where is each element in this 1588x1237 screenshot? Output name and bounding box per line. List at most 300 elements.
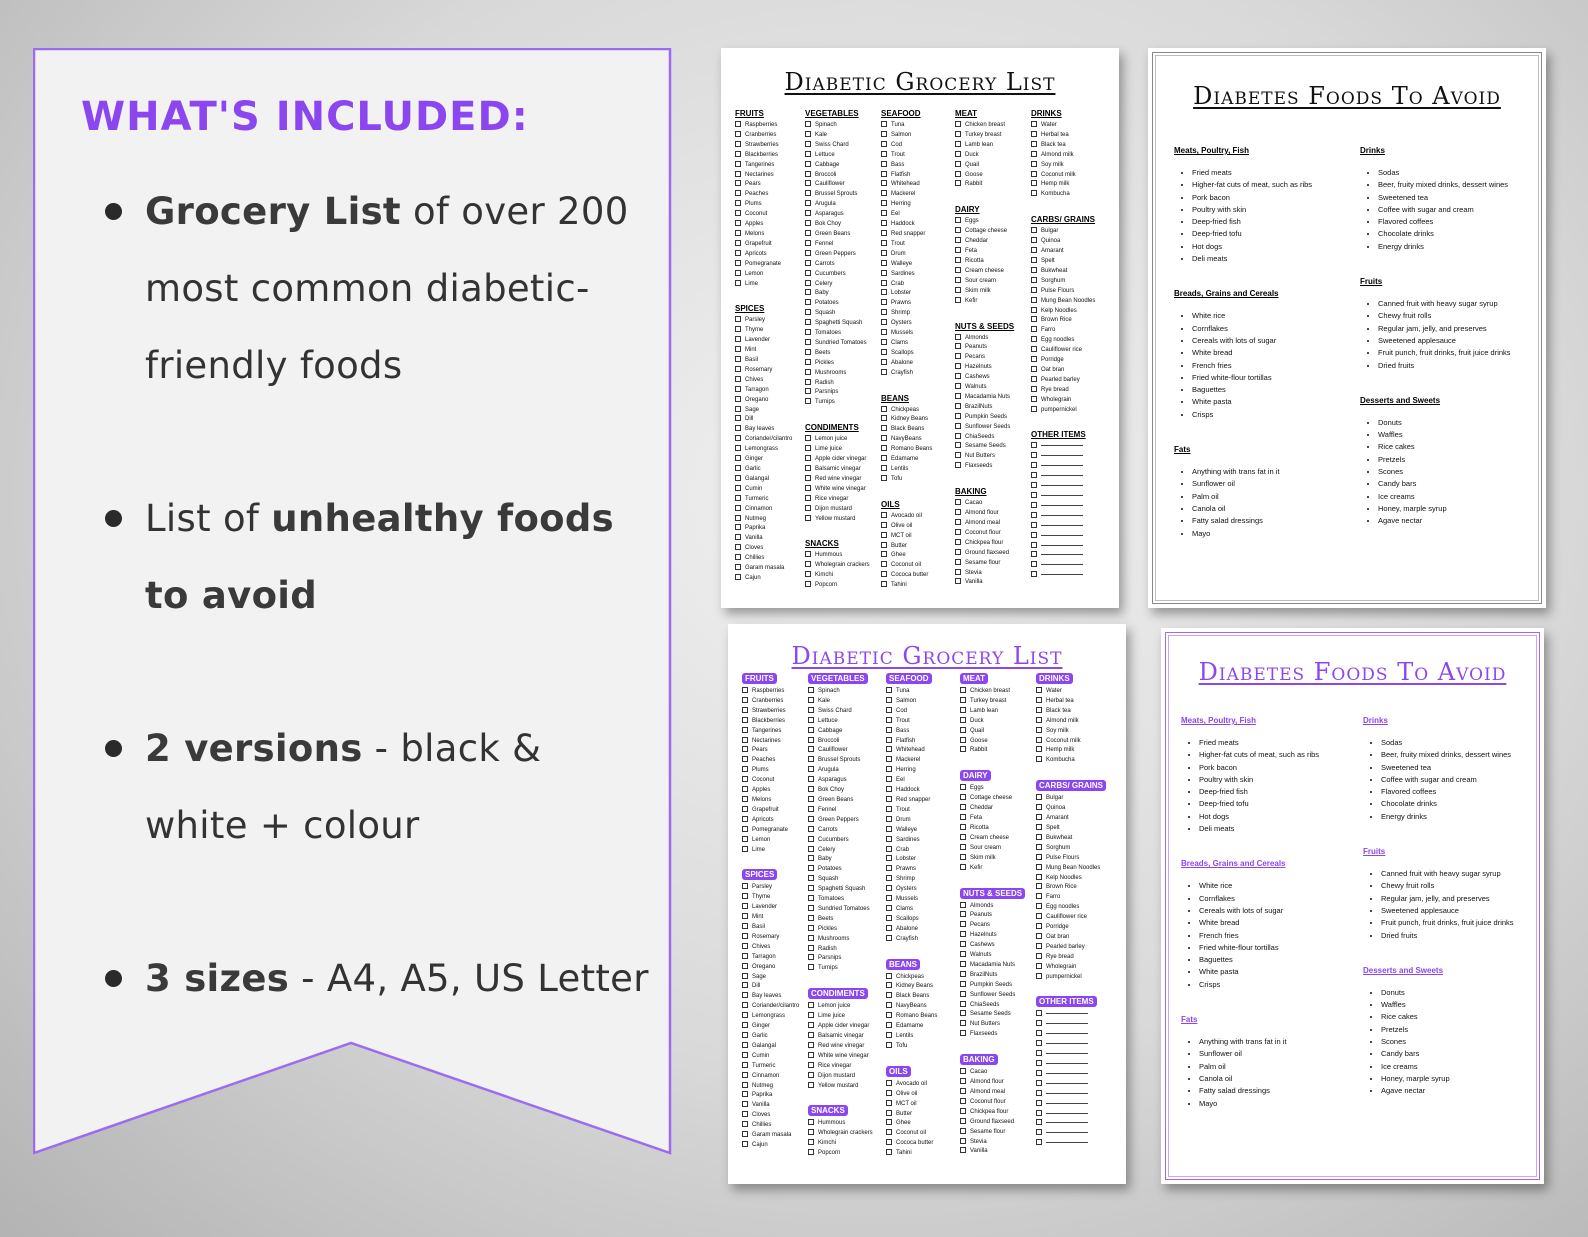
grocery-item[interactable]	[735, 366, 792, 376]
grocery-item[interactable]	[881, 571, 932, 581]
checkbox-icon[interactable]	[886, 885, 892, 891]
checkbox-icon[interactable]	[742, 1002, 748, 1008]
checkbox-icon[interactable]	[955, 539, 961, 545]
checkbox-icon[interactable]	[805, 230, 811, 236]
checkbox-icon[interactable]	[808, 836, 814, 842]
checkbox-icon[interactable]	[960, 1147, 966, 1153]
grocery-item[interactable]	[960, 941, 1025, 951]
grocery-item[interactable]	[735, 515, 792, 525]
grocery-item[interactable]	[1031, 190, 1095, 200]
grocery-item[interactable]	[805, 561, 870, 571]
other-item-blank-line[interactable]	[1031, 561, 1095, 571]
grocery-item[interactable]	[735, 386, 792, 396]
checkbox-icon[interactable]	[805, 388, 811, 394]
grocery-item[interactable]	[886, 1012, 937, 1022]
checkbox-icon[interactable]	[1036, 1100, 1042, 1106]
grocery-item[interactable]	[955, 257, 1014, 267]
grocery-item[interactable]	[742, 982, 799, 992]
checkbox-icon[interactable]	[881, 532, 887, 538]
checkbox-icon[interactable]	[881, 455, 887, 461]
checkbox-icon[interactable]	[955, 499, 961, 505]
checkbox-icon[interactable]	[1031, 551, 1037, 557]
grocery-item[interactable]	[955, 297, 1014, 307]
grocery-item[interactable]	[742, 1022, 799, 1032]
grocery-item[interactable]	[881, 532, 932, 542]
checkbox-icon[interactable]	[1031, 472, 1037, 478]
checkbox-icon[interactable]	[955, 353, 961, 359]
grocery-item[interactable]	[805, 455, 870, 465]
checkbox-icon[interactable]	[960, 717, 966, 723]
grocery-item[interactable]	[735, 475, 792, 485]
checkbox-icon[interactable]	[805, 171, 811, 177]
checkbox-icon[interactable]	[808, 1032, 814, 1038]
checkbox-icon[interactable]	[808, 796, 814, 802]
checkbox-icon[interactable]	[886, 925, 892, 931]
grocery-item[interactable]	[808, 1082, 873, 1092]
checkbox-icon[interactable]	[960, 727, 966, 733]
grocery-item[interactable]	[960, 1020, 1025, 1030]
other-item-blank-line[interactable]	[1036, 1040, 1106, 1050]
other-item-blank-line[interactable]	[1031, 522, 1095, 532]
checkbox-icon[interactable]	[1036, 1110, 1042, 1116]
checkbox-icon[interactable]	[735, 171, 741, 177]
grocery-item[interactable]	[886, 776, 937, 786]
grocery-item[interactable]	[735, 131, 792, 141]
checkbox-icon[interactable]	[1036, 1050, 1042, 1056]
grocery-item[interactable]	[960, 991, 1025, 1001]
checkbox-icon[interactable]	[881, 240, 887, 246]
checkbox-icon[interactable]	[1031, 492, 1037, 498]
grocery-item[interactable]	[960, 687, 1025, 697]
grocery-item[interactable]	[805, 465, 870, 475]
checkbox-icon[interactable]	[808, 846, 814, 852]
checkbox-icon[interactable]	[808, 727, 814, 733]
checkbox-icon[interactable]	[1031, 336, 1037, 342]
checkbox-icon[interactable]	[735, 435, 741, 441]
checkbox-icon[interactable]	[955, 559, 961, 565]
grocery-item[interactable]	[735, 445, 792, 455]
grocery-item[interactable]	[881, 455, 932, 465]
checkbox-icon[interactable]	[1031, 442, 1037, 448]
grocery-item[interactable]	[955, 423, 1014, 433]
checkbox-icon[interactable]	[735, 564, 741, 570]
grocery-item[interactable]	[881, 512, 932, 522]
checkbox-icon[interactable]	[881, 581, 887, 587]
grocery-item[interactable]	[742, 1131, 799, 1141]
checkbox-icon[interactable]	[955, 578, 961, 584]
checkbox-icon[interactable]	[881, 131, 887, 137]
grocery-item[interactable]	[805, 359, 870, 369]
grocery-item[interactable]	[742, 717, 799, 727]
grocery-item[interactable]	[960, 707, 1025, 717]
grocery-item[interactable]	[1036, 717, 1106, 727]
grocery-item[interactable]	[1036, 737, 1106, 747]
checkbox-icon[interactable]	[1036, 953, 1042, 959]
grocery-item[interactable]	[886, 935, 937, 945]
checkbox-icon[interactable]	[955, 121, 961, 127]
other-item-blank-line[interactable]	[1036, 1020, 1106, 1030]
checkbox-icon[interactable]	[1036, 1090, 1042, 1096]
grocery-item[interactable]	[805, 475, 870, 485]
grocery-item[interactable]	[735, 376, 792, 386]
other-item-blank-line[interactable]	[1031, 492, 1095, 502]
checkbox-icon[interactable]	[1036, 854, 1042, 860]
grocery-item[interactable]	[955, 353, 1014, 363]
checkbox-icon[interactable]	[1031, 151, 1037, 157]
checkbox-icon[interactable]	[808, 1062, 814, 1068]
checkbox-icon[interactable]	[881, 349, 887, 355]
checkbox-icon[interactable]	[742, 1062, 748, 1068]
checkbox-icon[interactable]	[960, 1078, 966, 1084]
grocery-item[interactable]	[886, 915, 937, 925]
grocery-item[interactable]	[886, 875, 937, 885]
grocery-item[interactable]	[808, 875, 873, 885]
grocery-item[interactable]	[881, 415, 932, 425]
grocery-item[interactable]	[1036, 923, 1106, 933]
grocery-item[interactable]	[735, 316, 792, 326]
grocery-item[interactable]	[805, 369, 870, 379]
grocery-item[interactable]	[742, 1052, 799, 1062]
checkbox-icon[interactable]	[881, 475, 887, 481]
grocery-item[interactable]	[742, 953, 799, 963]
checkbox-icon[interactable]	[886, 737, 892, 743]
checkbox-icon[interactable]	[960, 804, 966, 810]
grocery-item[interactable]	[808, 1032, 873, 1042]
grocery-item[interactable]	[742, 893, 799, 903]
grocery-item[interactable]	[735, 425, 792, 435]
checkbox-icon[interactable]	[1031, 180, 1037, 186]
checkbox-icon[interactable]	[886, 836, 892, 842]
grocery-item[interactable]	[735, 554, 792, 564]
grocery-item[interactable]	[805, 299, 870, 309]
grocery-item[interactable]	[955, 433, 1014, 443]
checkbox-icon[interactable]	[1036, 943, 1042, 949]
grocery-item[interactable]	[1031, 396, 1095, 406]
grocery-item[interactable]	[805, 349, 870, 359]
grocery-item[interactable]	[808, 707, 873, 717]
grocery-item[interactable]	[808, 1149, 873, 1159]
grocery-item[interactable]	[1036, 756, 1106, 766]
grocery-item[interactable]	[1036, 687, 1106, 697]
checkbox-icon[interactable]	[1031, 247, 1037, 253]
grocery-item[interactable]	[742, 913, 799, 923]
grocery-item[interactable]	[886, 846, 937, 856]
grocery-item[interactable]	[805, 220, 870, 230]
checkbox-icon[interactable]	[742, 933, 748, 939]
grocery-item[interactable]	[742, 1091, 799, 1101]
checkbox-icon[interactable]	[886, 826, 892, 832]
checkbox-icon[interactable]	[808, 717, 814, 723]
grocery-item[interactable]	[955, 373, 1014, 383]
checkbox-icon[interactable]	[955, 509, 961, 515]
checkbox-icon[interactable]	[735, 121, 741, 127]
checkbox-icon[interactable]	[808, 935, 814, 941]
checkbox-icon[interactable]	[1036, 923, 1042, 929]
checkbox-icon[interactable]	[808, 1119, 814, 1125]
grocery-item[interactable]	[881, 406, 932, 416]
grocery-item[interactable]	[805, 319, 870, 329]
grocery-item[interactable]	[805, 161, 870, 171]
grocery-item[interactable]	[805, 180, 870, 190]
checkbox-icon[interactable]	[742, 1131, 748, 1137]
checkbox-icon[interactable]	[886, 806, 892, 812]
checkbox-icon[interactable]	[1036, 1040, 1042, 1046]
grocery-item[interactable]	[805, 379, 870, 389]
grocery-item[interactable]	[742, 883, 799, 893]
checkbox-icon[interactable]	[881, 180, 887, 186]
checkbox-icon[interactable]	[735, 180, 741, 186]
grocery-item[interactable]	[805, 240, 870, 250]
grocery-item[interactable]	[1031, 297, 1095, 307]
grocery-item[interactable]	[881, 210, 932, 220]
grocery-item[interactable]	[808, 945, 873, 955]
checkbox-icon[interactable]	[955, 413, 961, 419]
grocery-item[interactable]	[742, 903, 799, 913]
checkbox-icon[interactable]	[805, 379, 811, 385]
grocery-item[interactable]	[742, 776, 799, 786]
checkbox-icon[interactable]	[1036, 814, 1042, 820]
grocery-item[interactable]	[742, 992, 799, 1002]
checkbox-icon[interactable]	[881, 415, 887, 421]
checkbox-icon[interactable]	[1031, 532, 1037, 538]
checkbox-icon[interactable]	[735, 220, 741, 226]
checkbox-icon[interactable]	[955, 257, 961, 263]
grocery-item[interactable]	[1036, 933, 1106, 943]
checkbox-icon[interactable]	[808, 954, 814, 960]
checkbox-icon[interactable]	[1031, 171, 1037, 177]
grocery-item[interactable]	[808, 786, 873, 796]
grocery-item[interactable]	[805, 131, 870, 141]
grocery-item[interactable]	[955, 462, 1014, 472]
checkbox-icon[interactable]	[960, 1001, 966, 1007]
checkbox-icon[interactable]	[808, 925, 814, 931]
checkbox-icon[interactable]	[805, 240, 811, 246]
grocery-item[interactable]	[960, 834, 1025, 844]
checkbox-icon[interactable]	[808, 855, 814, 861]
checkbox-icon[interactable]	[955, 529, 961, 535]
grocery-item[interactable]	[742, 826, 799, 836]
grocery-item[interactable]	[886, 1129, 937, 1139]
grocery-item[interactable]	[1036, 913, 1106, 923]
grocery-item[interactable]	[960, 1098, 1025, 1108]
checkbox-icon[interactable]	[805, 435, 811, 441]
grocery-item[interactable]	[735, 415, 792, 425]
checkbox-icon[interactable]	[960, 902, 966, 908]
grocery-item[interactable]	[1031, 307, 1095, 317]
checkbox-icon[interactable]	[881, 151, 887, 157]
checkbox-icon[interactable]	[881, 406, 887, 412]
checkbox-icon[interactable]	[735, 455, 741, 461]
checkbox-icon[interactable]	[808, 746, 814, 752]
grocery-item[interactable]	[955, 559, 1014, 569]
grocery-item[interactable]	[735, 505, 792, 515]
checkbox-icon[interactable]	[805, 141, 811, 147]
grocery-item[interactable]	[808, 1042, 873, 1052]
checkbox-icon[interactable]	[886, 905, 892, 911]
grocery-item[interactable]	[886, 826, 937, 836]
checkbox-icon[interactable]	[955, 297, 961, 303]
checkbox-icon[interactable]	[886, 1080, 892, 1086]
checkbox-icon[interactable]	[805, 359, 811, 365]
checkbox-icon[interactable]	[742, 1012, 748, 1018]
grocery-item[interactable]	[960, 921, 1025, 931]
checkbox-icon[interactable]	[735, 485, 741, 491]
grocery-item[interactable]	[742, 727, 799, 737]
checkbox-icon[interactable]	[881, 190, 887, 196]
grocery-item[interactable]	[742, 923, 799, 933]
checkbox-icon[interactable]	[881, 522, 887, 528]
checkbox-icon[interactable]	[960, 737, 966, 743]
checkbox-icon[interactable]	[805, 309, 811, 315]
grocery-item[interactable]	[742, 1082, 799, 1092]
grocery-item[interactable]	[886, 982, 937, 992]
checkbox-icon[interactable]	[955, 287, 961, 293]
grocery-item[interactable]	[742, 707, 799, 717]
grocery-item[interactable]	[955, 277, 1014, 287]
grocery-item[interactable]	[955, 161, 1014, 171]
checkbox-icon[interactable]	[881, 270, 887, 276]
checkbox-icon[interactable]	[742, 1052, 748, 1058]
checkbox-icon[interactable]	[955, 334, 961, 340]
checkbox-icon[interactable]	[735, 161, 741, 167]
checkbox-icon[interactable]	[1036, 794, 1042, 800]
grocery-item[interactable]	[808, 746, 873, 756]
grocery-item[interactable]	[955, 131, 1014, 141]
other-item-blank-line[interactable]	[1036, 1129, 1106, 1139]
grocery-item[interactable]	[735, 240, 792, 250]
checkbox-icon[interactable]	[742, 1101, 748, 1107]
checkbox-icon[interactable]	[1031, 452, 1037, 458]
checkbox-icon[interactable]	[735, 544, 741, 550]
checkbox-icon[interactable]	[808, 1072, 814, 1078]
checkbox-icon[interactable]	[886, 846, 892, 852]
grocery-item[interactable]	[805, 250, 870, 260]
grocery-item[interactable]	[808, 1129, 873, 1139]
grocery-item[interactable]	[886, 1139, 937, 1149]
grocery-item[interactable]	[805, 190, 870, 200]
checkbox-icon[interactable]	[960, 707, 966, 713]
checkbox-icon[interactable]	[742, 963, 748, 969]
grocery-item[interactable]	[808, 915, 873, 925]
grocery-item[interactable]	[735, 151, 792, 161]
grocery-item[interactable]	[955, 217, 1014, 227]
other-item-blank-line[interactable]	[1031, 542, 1095, 552]
checkbox-icon[interactable]	[881, 280, 887, 286]
grocery-item[interactable]	[960, 1010, 1025, 1020]
grocery-item[interactable]	[805, 289, 870, 299]
checkbox-icon[interactable]	[955, 363, 961, 369]
checkbox-icon[interactable]	[1031, 396, 1037, 402]
grocery-item[interactable]	[735, 260, 792, 270]
grocery-item[interactable]	[808, 925, 873, 935]
grocery-item[interactable]	[808, 895, 873, 905]
checkbox-icon[interactable]	[960, 844, 966, 850]
grocery-item[interactable]	[886, 992, 937, 1002]
checkbox-icon[interactable]	[955, 452, 961, 458]
checkbox-icon[interactable]	[742, 826, 748, 832]
checkbox-icon[interactable]	[960, 854, 966, 860]
checkbox-icon[interactable]	[881, 445, 887, 451]
checkbox-icon[interactable]	[881, 435, 887, 441]
checkbox-icon[interactable]	[1036, 834, 1042, 840]
grocery-item[interactable]	[735, 250, 792, 260]
checkbox-icon[interactable]	[886, 1100, 892, 1106]
other-item-blank-line[interactable]	[1036, 1010, 1106, 1020]
checkbox-icon[interactable]	[960, 824, 966, 830]
grocery-item[interactable]	[808, 964, 873, 974]
checkbox-icon[interactable]	[735, 200, 741, 206]
other-item-blank-line[interactable]	[1031, 532, 1095, 542]
grocery-item[interactable]	[808, 796, 873, 806]
grocery-item[interactable]	[742, 806, 799, 816]
grocery-item[interactable]	[742, 796, 799, 806]
checkbox-icon[interactable]	[881, 200, 887, 206]
checkbox-icon[interactable]	[808, 875, 814, 881]
checkbox-icon[interactable]	[808, 816, 814, 822]
checkbox-icon[interactable]	[735, 151, 741, 157]
checkbox-icon[interactable]	[1031, 277, 1037, 283]
checkbox-icon[interactable]	[881, 571, 887, 577]
grocery-item[interactable]	[735, 524, 792, 534]
checkbox-icon[interactable]	[808, 766, 814, 772]
grocery-item[interactable]	[960, 1138, 1025, 1148]
checkbox-icon[interactable]	[1031, 190, 1037, 196]
checkbox-icon[interactable]	[1036, 933, 1042, 939]
checkbox-icon[interactable]	[805, 571, 811, 577]
grocery-item[interactable]	[805, 571, 870, 581]
grocery-item[interactable]	[1036, 794, 1106, 804]
other-item-blank-line[interactable]	[1036, 1060, 1106, 1070]
grocery-item[interactable]	[960, 824, 1025, 834]
grocery-item[interactable]	[955, 549, 1014, 559]
grocery-item[interactable]	[742, 816, 799, 826]
grocery-item[interactable]	[955, 237, 1014, 247]
checkbox-icon[interactable]	[808, 1012, 814, 1018]
checkbox-icon[interactable]	[886, 973, 892, 979]
grocery-item[interactable]	[1031, 277, 1095, 287]
grocery-item[interactable]	[742, 766, 799, 776]
other-item-blank-line[interactable]	[1031, 452, 1095, 462]
grocery-item[interactable]	[808, 737, 873, 747]
grocery-item[interactable]	[805, 171, 870, 181]
checkbox-icon[interactable]	[808, 885, 814, 891]
checkbox-icon[interactable]	[735, 425, 741, 431]
grocery-item[interactable]	[805, 435, 870, 445]
grocery-item[interactable]	[742, 836, 799, 846]
checkbox-icon[interactable]	[808, 1129, 814, 1135]
grocery-item[interactable]	[735, 495, 792, 505]
grocery-item[interactable]	[805, 505, 870, 515]
grocery-item[interactable]	[960, 804, 1025, 814]
checkbox-icon[interactable]	[805, 180, 811, 186]
checkbox-icon[interactable]	[742, 796, 748, 802]
checkbox-icon[interactable]	[1031, 462, 1037, 468]
grocery-item[interactable]	[808, 836, 873, 846]
checkbox-icon[interactable]	[960, 1118, 966, 1124]
grocery-item[interactable]	[1036, 903, 1106, 913]
checkbox-icon[interactable]	[1036, 963, 1042, 969]
checkbox-icon[interactable]	[735, 505, 741, 511]
checkbox-icon[interactable]	[881, 551, 887, 557]
grocery-item[interactable]	[808, 1139, 873, 1149]
grocery-item[interactable]	[742, 1121, 799, 1131]
grocery-item[interactable]	[955, 343, 1014, 353]
checkbox-icon[interactable]	[808, 776, 814, 782]
grocery-item[interactable]	[955, 151, 1014, 161]
grocery-item[interactable]	[1036, 943, 1106, 953]
checkbox-icon[interactable]	[955, 393, 961, 399]
grocery-item[interactable]	[886, 717, 937, 727]
